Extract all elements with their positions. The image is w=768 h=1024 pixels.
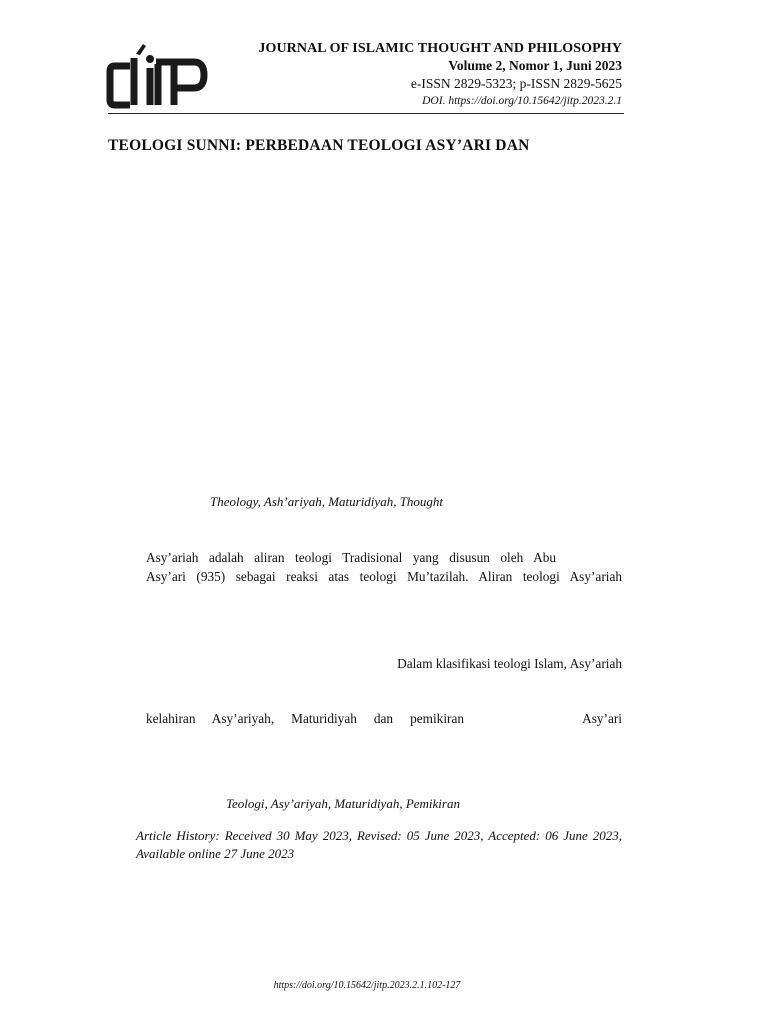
footer-doi-link[interactable]: https://doi.org/10.15642/jitp.2023.2.1.102-127 [273, 980, 461, 991]
jitp-logo-icon [106, 42, 208, 110]
journal-volume: Volume 2, Nomor 1, Juni 2023 [448, 58, 622, 73]
journal-logo [106, 42, 208, 110]
article-history: Article History: Received 30 May 2023, Revised: 05 June 2023, Accepted: 06 June 2023, [136, 828, 622, 843]
journal-doi-link[interactable]: DOI. https://doi.org/10.15642/jitp.2023.2.1 [422, 95, 622, 107]
abstract-line-1: Asy’ariah adalah aliran teologi Tradisional yang disusun oleh Abu [146, 550, 556, 565]
abstract-line-3: Dalam klasifikasi teologi Islam, Asy’ariah [397, 656, 622, 671]
article-title: TEOLOGI SUNNI: PERBEDAAN TEOLOGI ASY’ARI DAN [108, 137, 530, 154]
abstract-line-4-end: Asy’ari [582, 711, 622, 726]
abstract-line-4: kelahiran Asy’ariyah, Maturidiyah dan pemikiran [146, 711, 464, 726]
header-divider [108, 113, 624, 114]
journal-issn: e-ISSN 2829-5323; p-ISSN 2829-5625 [410, 76, 622, 91]
journal-title: JOURNAL OF ISLAMIC THOUGHT AND PHILOSOPHY [258, 41, 622, 56]
keywords-indonesian: Teologi, Asy’ariyah, Maturidiyah, Pemikiran [226, 796, 460, 811]
article-history-online: Available online 27 June 2023 [136, 846, 295, 861]
abstract-line-2: Asy’ari (935) sebagai reaksi atas teologi Mu’tazilah. Aliran teologi Asy’ariah [146, 569, 622, 584]
keywords-english: Theology, Ash’ariyah, Maturidiyah, Thought [210, 494, 444, 509]
